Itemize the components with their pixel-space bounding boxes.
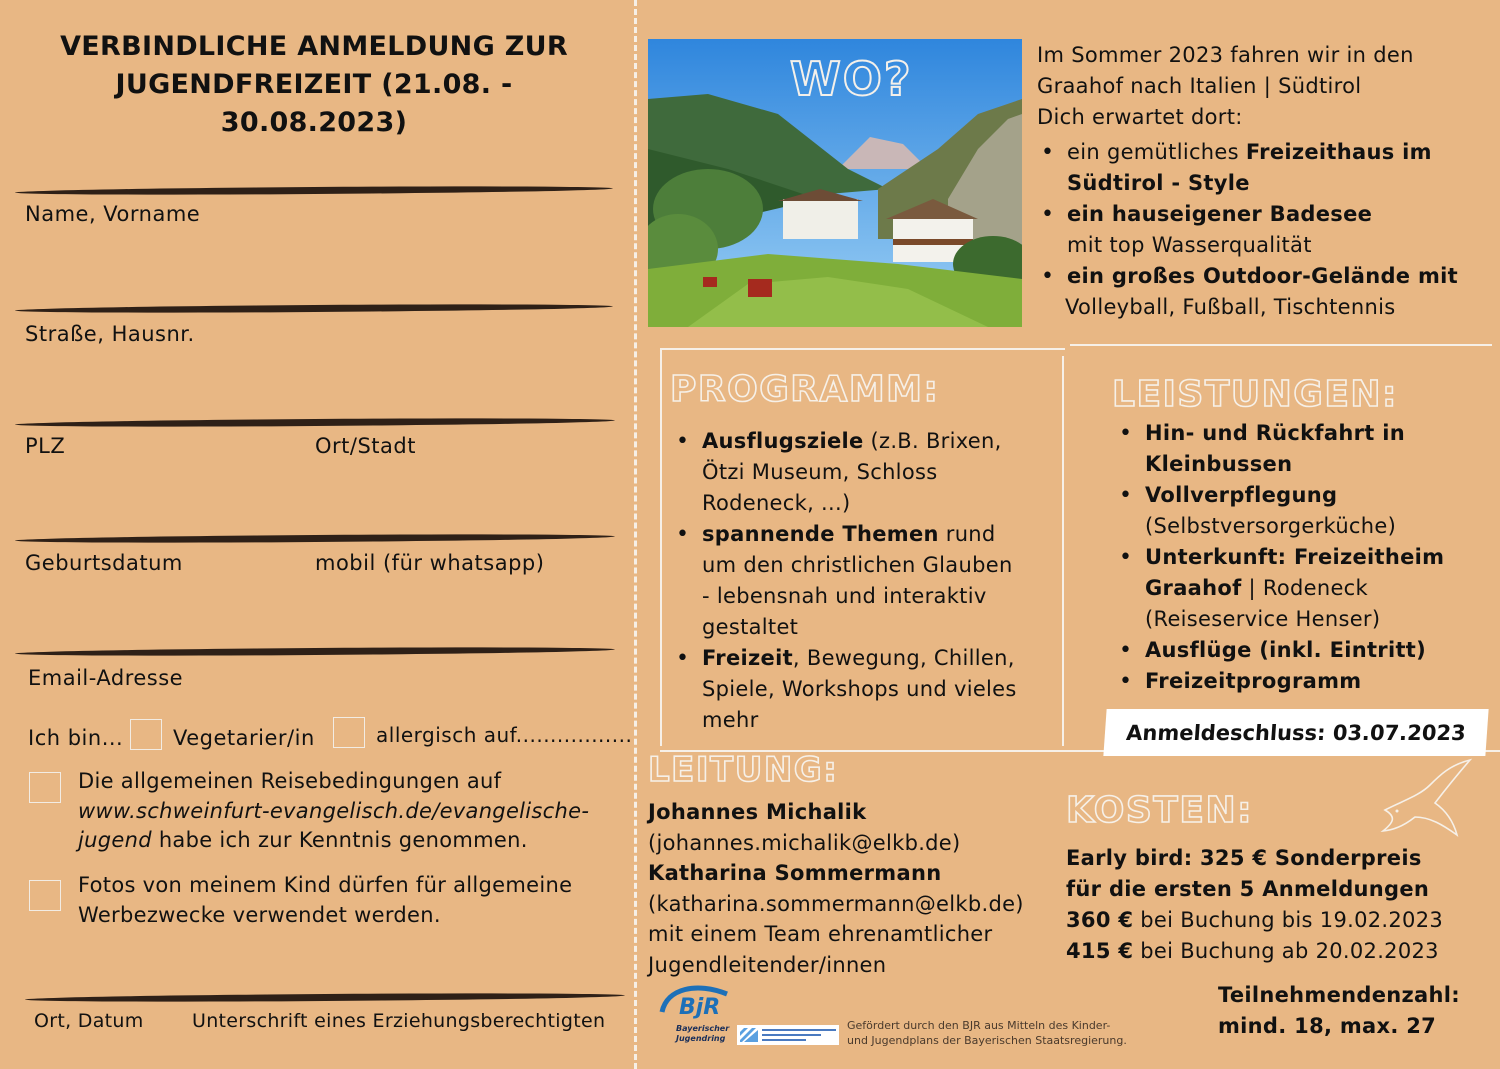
birthdate-field-label: Geburtsdatum [25, 551, 183, 575]
list-item: • ein gemütliches Freizeithaus im Südtirol - Style [1037, 137, 1492, 199]
leitung-heading: LEITUNG: [648, 750, 839, 790]
form-title: VERBINDLICHE ANMELDUNG ZUR JUGENDFREIZEIT (21.08. - 30.08.2023) [60, 31, 568, 138]
vegetarian-checkbox[interactable] [130, 719, 162, 750]
bavaria-ministry-logo [737, 1025, 839, 1045]
list-item: • ein großes Outdoor-Gelände mit Volleyball, Fußball, Tischtennis [1037, 261, 1492, 323]
name-line [15, 185, 613, 196]
zip-field-label: PLZ [25, 434, 66, 458]
street-line [15, 303, 613, 314]
list-item: • Freizeit, Bewegung, Chillen, Spiele, Workshops und vieles mehr [672, 643, 1027, 736]
photos-text: Fotos von meinem Kind dürfen für allgemeine Werbezwecke verwendet werden. [78, 873, 573, 927]
svg-text:BjR: BjR [679, 995, 721, 1020]
list-item: • Freizeitprogramm [1115, 666, 1495, 697]
email-line [15, 646, 615, 657]
frame-top-right [1070, 344, 1492, 346]
kosten-heading: KOSTEN: [1066, 790, 1253, 831]
terms-text: Die allgemeinen Reisebedingungen auf www.schweinfurt-evangelisch.de/evangelische- jugend habe ich zur Kenntnis genommen. [78, 769, 590, 852]
street-field-label: Straße, Hausnr. [25, 322, 195, 346]
leitung-text: Johannes Michalik (johannes.michalik@elkb.de) Katharina Sommermann (katharina.sommermann@elkb.de) mit einem Team ehrenamtlicher Jugendleitender/innen [648, 800, 1024, 977]
frame-separator [1062, 356, 1064, 746]
signature-label: Unterschrift eines Erziehungsberechtigten [192, 1010, 606, 1032]
email-field-label: Email-Adresse [28, 666, 184, 690]
list-item: • ein hauseigener Badesee mit top Wasserqualität [1037, 199, 1492, 261]
allergic-checkbox[interactable] [333, 717, 365, 748]
zip-line [15, 417, 615, 428]
city-field-label: Ort/Stadt [315, 434, 416, 458]
deadline-badge: Anmeldeschluss: 03.07.2023 [1103, 709, 1488, 756]
leistungen-heading: LEISTUNGEN: [1112, 374, 1398, 415]
wo-heading: WO? [790, 52, 913, 106]
photos-checkbox[interactable] [29, 880, 61, 911]
coat-of-arms-icon [739, 1027, 759, 1043]
list-item: • Unterkunft: Freizeitheim Graahof | Rodeneck (Reiseservice Henser) [1115, 542, 1495, 635]
bjr-logo [657, 980, 732, 1022]
wo-intro: Im Sommer 2023 fahren wir in den Graahof nach Italien | Südtirol Dich erwartet dort: [1037, 43, 1414, 129]
list-item: • Ausflüge (inkl. Eintritt) [1115, 635, 1495, 666]
terms-checkbox[interactable] [29, 772, 61, 803]
list-item: • Vollverpflegung (Selbstversorgerküche) [1115, 480, 1495, 542]
birthdate-line [15, 533, 615, 544]
name-field-label: Name, Vorname [25, 202, 201, 226]
bjr-caption: Bayerischer Jugendring [676, 1024, 730, 1043]
programm-list [672, 426, 1027, 736]
vegetarian-label: Vegetarier/in [173, 726, 315, 750]
programm-heading: PROGRAMM: [670, 369, 940, 410]
leistungen-list [1115, 418, 1495, 697]
list-item: • Hin- und Rückfahrt in Kleinbussen [1115, 418, 1495, 480]
signature-line [25, 992, 625, 1003]
list-item: • Ausflugsziele (z.B. Brixen, Ötzi Museum, Schloss Rodeneck, ...) [672, 426, 1027, 519]
swallow-icon [1375, 755, 1475, 850]
funding-note: Gefördert durch den BJR aus Mitteln des Kinder- und Jugendplans der Bayerischen Staatsregierung. [847, 1019, 1127, 1047]
participants: Teilnehmendenzahl: mind. 18, max. 27 [1218, 983, 1460, 1038]
wo-features [1037, 137, 1492, 323]
mobile-field-label: mobil (für whatsapp) [315, 551, 545, 575]
kosten-text: Early bird: 325 € Sonderpreis für die ersten 5 Anmeldungen 360 € bei Buchung bis 19.02.2023 415 € bei Buchung ab 20.02.2023 [1066, 846, 1444, 963]
place-date-label: Ort, Datum [34, 1010, 144, 1032]
ich-bin-label: Ich bin... [28, 726, 124, 750]
allergic-label: allergisch auf................. [376, 723, 633, 747]
cut-line [634, 0, 637, 1069]
list-item: • spannende Themen rund um den christlichen Glauben - lebensnah und interaktiv gestaltet [672, 519, 1027, 643]
